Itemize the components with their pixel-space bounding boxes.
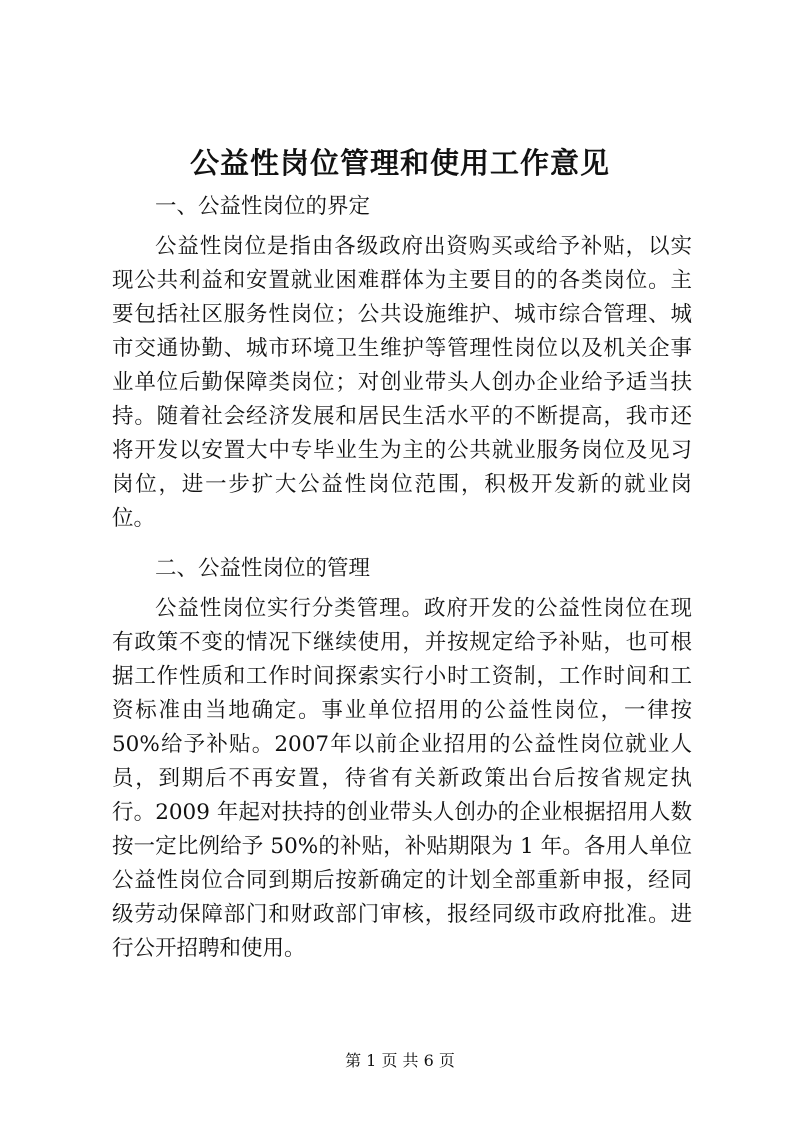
section-body-1: 公益性岗位是指由各级政府出资购买或给予补贴，以实现公共利益和安置就业困难群体为主要目的的各类岗位。主要包括社区服务性岗位；公共设施维护、城市综合管理、城市交通协勤、城市环境卫生维护等管理性岗位以及机关企事业单位后勤保障类岗位；对创业带头人创办企业给予适当扶持。随着社会经济发展和居民生活水平的不断提高，我市还将开发以安置大中专毕业生为主的公共就业服务岗位及见习岗位，进一步扩大公益性岗位范围，积极开发新的就业岗位。 bbox=[112, 234, 692, 531]
section-body-2: 公益性岗位实行分类管理。政府开发的公益性岗位在现有政策不变的情况下继续使用，并按规定给予补贴，也可根据工作性质和工作时间探索实行小时工资制，工作时间和工资标准由当地确定。事业单位招用的公益性岗位，一律按 50%给予补贴。2007年以前企业招用的公益性岗位就业人员，到期后不再安置，待省有关新政策出台后按省规定执行。2009 年起对扶持的创业带头人创办的企业根据招用人数按一定比例给予 50%的补贴，补贴期限为 1 年。各用人单位公益性岗位合同到期后按新确定的计划全部重新申报，经同级劳动保障部门和财政部门审核，报经同级市政府批准。进行公开招聘和使用。 bbox=[112, 596, 692, 961]
page-title: 公益性岗位管理和使用工作意见 bbox=[189, 146, 610, 180]
page-number: 第 1 页 共 6 页 bbox=[345, 1051, 455, 1070]
section-heading-1: 一、公益性岗位的界定 bbox=[155, 194, 371, 219]
section-heading-2: 二、公益性岗位的管理 bbox=[155, 556, 371, 581]
